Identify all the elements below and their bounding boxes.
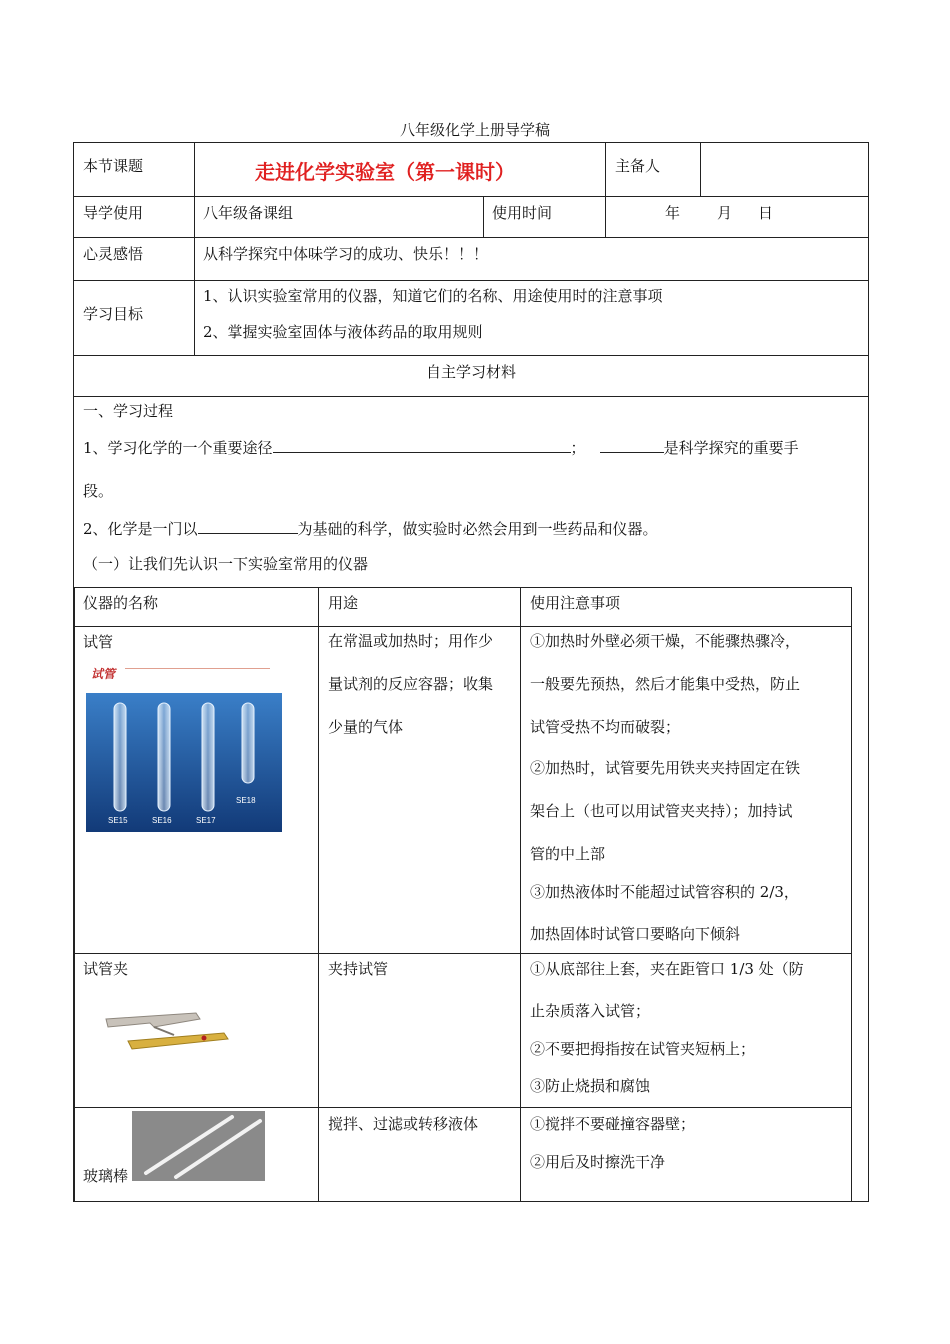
question-2 xyxy=(83,519,658,539)
note-line: 加热固体时试管口要略向下倾斜 xyxy=(530,925,741,943)
answer-blank[interactable] xyxy=(273,438,571,453)
note-line: 止杂质落入试管； xyxy=(530,1002,651,1020)
answer-blank[interactable] xyxy=(600,438,664,453)
goal-2: 2、掌握实验室固体与液体药品的取用规则 xyxy=(203,323,483,341)
date-month: 月 xyxy=(717,204,733,222)
notes-row-3 xyxy=(530,1114,695,1172)
notes-row-1 xyxy=(530,631,800,944)
tube-holder-image xyxy=(104,1005,234,1055)
question-1 xyxy=(83,438,799,458)
test-tube-image xyxy=(86,693,282,832)
goal-label: 学习目标 xyxy=(83,305,144,323)
note-line: ②用后及时擦洗干净 xyxy=(530,1153,666,1171)
note-line: ③防止烧损和腐蚀 xyxy=(530,1077,651,1095)
tube-label: SE18 xyxy=(236,796,256,805)
q1-part-c: 是科学探究的重要手 xyxy=(663,439,799,457)
goal-1: 1、认识实验室常用的仪器，知道它们的名称、用途使用时的注意事项 xyxy=(203,287,663,305)
answer-blank[interactable] xyxy=(198,519,298,534)
note-line: 管的中上部 xyxy=(530,845,606,863)
note-line: ③加热液体时不能超过试管容积的 2/3， xyxy=(530,883,799,901)
tube-label: SE17 xyxy=(196,816,216,825)
row-divider xyxy=(73,396,869,397)
insight-label: 心灵感悟 xyxy=(83,245,144,263)
q2-part-b: 为基础的科学，做实验时必然会用到一些药品和仪器。 xyxy=(297,520,658,538)
note-line: ①从底部往上套，夹在距管口 1/3 处（防 xyxy=(530,960,804,978)
insight-value: 从科学探究中体味学习的成功、快乐！！！ xyxy=(203,245,489,263)
note-line: ①搅拌不要碰撞容器壁； xyxy=(530,1115,696,1133)
preparer-label: 主备人 xyxy=(615,157,661,175)
topic-label: 本节课题 xyxy=(83,157,144,175)
note-line: 一般要先预热，然后才能集中受热，防止 xyxy=(530,675,801,693)
col-divider xyxy=(520,587,521,1201)
row-divider xyxy=(74,1107,852,1108)
col-divider xyxy=(483,196,484,237)
note-line: 试管受热不均而破裂； xyxy=(530,718,681,736)
doc-title: 八年级化学上册导学稿 xyxy=(399,121,550,139)
use-value: 八年级备课组 xyxy=(203,204,294,222)
lesson-title: 走进化学实验室（第一课时） xyxy=(255,160,515,184)
use-line: 量试剂的反应容器；收集 xyxy=(328,675,494,693)
col-divider xyxy=(605,196,606,237)
col-divider xyxy=(318,587,319,1201)
process-heading: 一、学习过程 xyxy=(83,402,174,420)
note-line: ②加热时，试管要先用铁夹夹持固定在铁 xyxy=(530,759,801,777)
row-divider xyxy=(74,626,852,627)
time-label: 使用时间 xyxy=(492,204,553,222)
row-divider xyxy=(73,237,869,238)
row-divider xyxy=(73,280,869,281)
notes-row-2 xyxy=(530,959,804,1096)
use-row-2: 夹持试管 xyxy=(328,960,389,978)
caption-rule xyxy=(125,668,270,669)
test-tube-holder-icon xyxy=(104,1005,234,1055)
glass-rod-image xyxy=(132,1111,265,1181)
col-header-name: 仪器的名称 xyxy=(83,594,159,612)
use-line: 少量的气体 xyxy=(328,718,404,736)
note-line: 架台上（也可以用试管夹夹持）；加持试 xyxy=(530,802,793,820)
date-day: 日 xyxy=(758,204,774,222)
row-divider xyxy=(74,953,852,954)
note-line: ①加热时外壁必须干燥，不能骤热骤冷， xyxy=(530,632,801,650)
date-year: 年 xyxy=(665,204,681,222)
image-caption: 试管 xyxy=(91,667,116,681)
test-tubes-icon xyxy=(86,693,282,832)
col-header-use: 用途 xyxy=(328,594,359,612)
q1-part-a: 1、学习化学的一个重要途径 xyxy=(83,439,273,457)
q1-part-b: ； xyxy=(570,439,586,457)
col-header-note: 使用注意事项 xyxy=(530,594,621,612)
col-divider xyxy=(605,142,606,196)
row-divider xyxy=(73,196,869,197)
subheading-instruments: （一）让我们先认识一下实验室常用的仪器 xyxy=(83,555,369,573)
glass-rod-icon xyxy=(132,1111,265,1181)
note-line: ②不要把拇指按在试管夹短柄上； xyxy=(530,1040,756,1058)
row-divider xyxy=(73,355,869,356)
instrument-name: 试管夹 xyxy=(83,960,129,978)
use-row-1 xyxy=(328,631,493,739)
use-label: 导学使用 xyxy=(83,204,144,222)
instrument-name: 玻璃棒 xyxy=(83,1167,129,1185)
tube-label: SE15 xyxy=(108,816,128,825)
col-divider xyxy=(700,142,701,196)
section-title: 自主学习材料 xyxy=(425,363,516,381)
use-line: 在常温或加热时；用作少 xyxy=(328,632,494,650)
q2-part-a: 2、化学是一门以 xyxy=(83,520,198,538)
q1-part-d: 段。 xyxy=(83,482,114,500)
col-divider xyxy=(194,142,195,355)
tube-label: SE16 xyxy=(152,816,172,825)
use-row-3: 搅拌、过滤或转移液体 xyxy=(328,1115,479,1133)
instrument-name: 试管 xyxy=(83,633,114,651)
